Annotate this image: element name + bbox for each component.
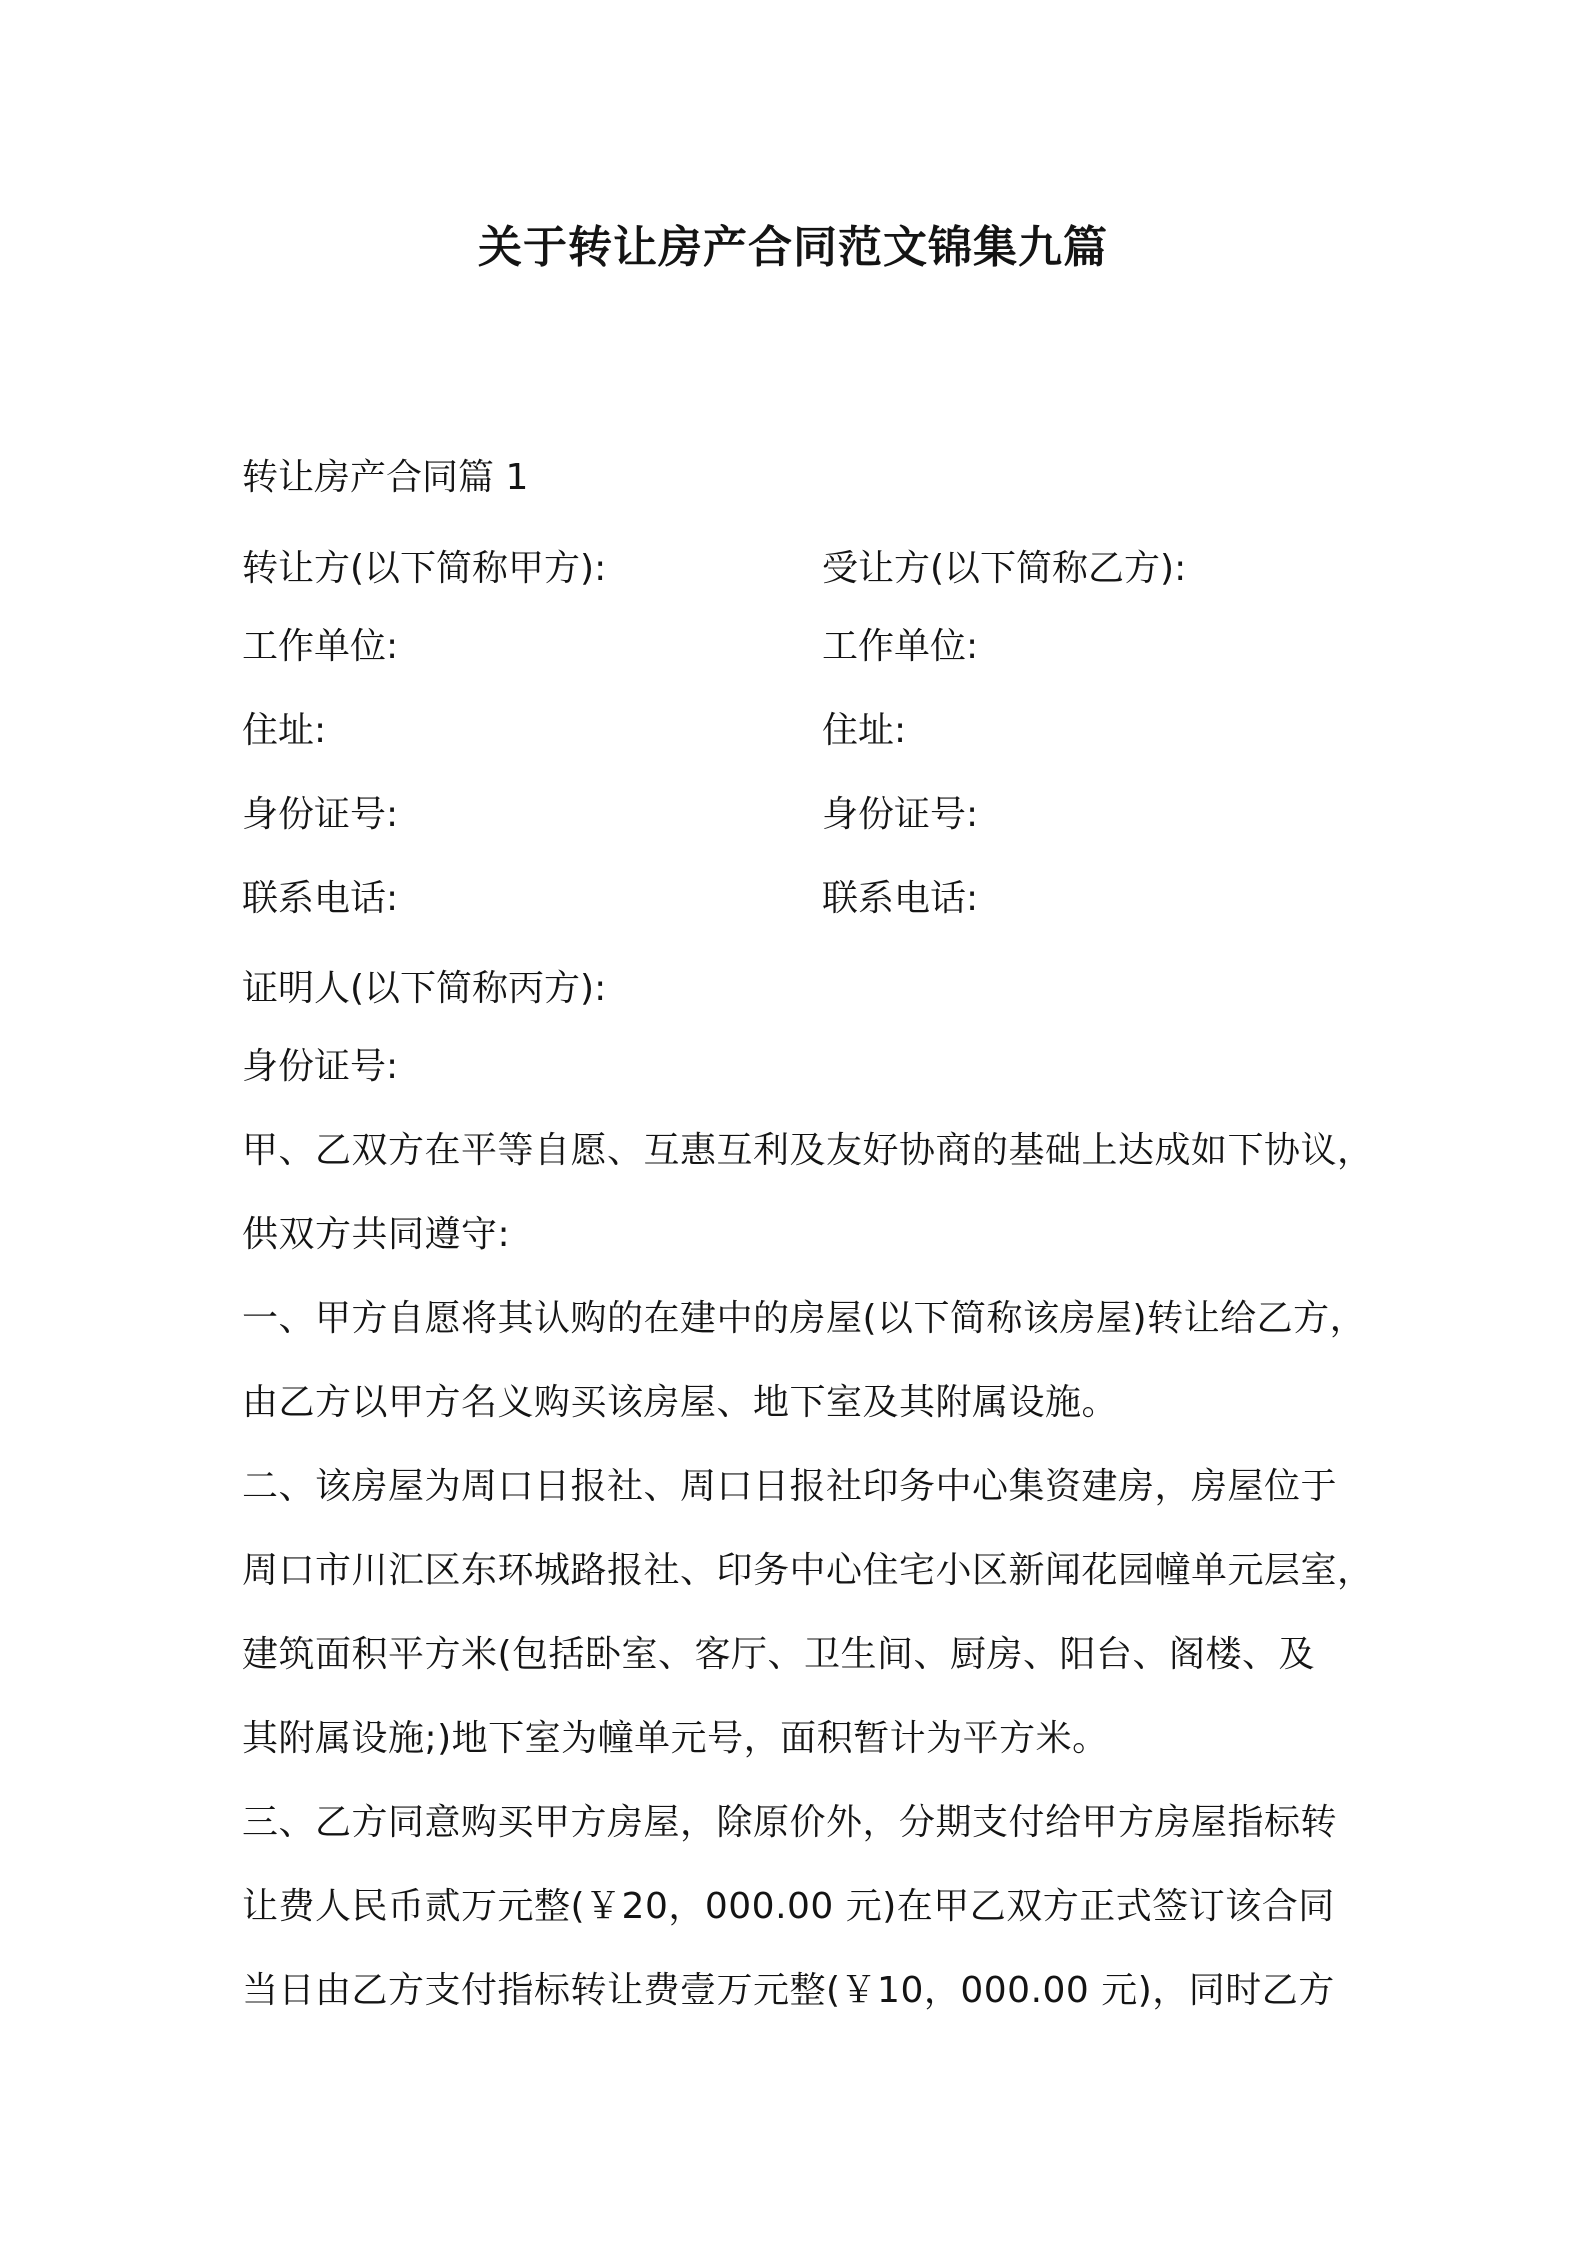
transferee-address-field: 住址: bbox=[822, 710, 907, 751]
body-line: 供双方共同遵守: bbox=[242, 1214, 511, 1255]
transferee-label: 受让方(以下简称乙方): bbox=[822, 548, 1187, 589]
witness-label: 证明人(以下简称丙方): bbox=[242, 968, 607, 1009]
witness-id-field: 身份证号: bbox=[242, 1046, 399, 1087]
transferee-id-field: 身份证号: bbox=[822, 794, 979, 835]
body-line: 其附属设施;)地下室为幢单元号，面积暂计为平方米。 bbox=[242, 1718, 1109, 1759]
section-heading: 转让房产合同篇 1 bbox=[242, 457, 529, 498]
body-line: 二、该房屋为周口日报社、周口日报社印务中心集资建房，房屋位于 bbox=[242, 1466, 1338, 1507]
transferor-phone-field: 联系电话: bbox=[242, 878, 399, 919]
transferor-id-field: 身份证号: bbox=[242, 794, 399, 835]
body-line: 让费人民币贰万元整(￥20，000.00 元)在甲乙双方正式签订该合同 bbox=[242, 1886, 1335, 1927]
transferor-address-field: 住址: bbox=[242, 710, 327, 751]
transferee-employer-field: 工作单位: bbox=[822, 626, 979, 667]
body-line: 三、乙方同意购买甲方房屋，除原价外，分期支付给甲方房屋指标转 bbox=[242, 1802, 1338, 1843]
body-line: 甲、乙双方在平等自愿、互惠互利及友好协商的基础上达成如下协议， bbox=[242, 1130, 1374, 1171]
body-line: 建筑面积平方米(包括卧室、客厅、卫生间、厨房、阳台、阁楼、及 bbox=[242, 1634, 1316, 1675]
body-line: 当日由乙方支付指标转让费壹万元整(￥10，000.00 元)，同时乙方 bbox=[242, 1970, 1335, 2011]
transferor-employer-field: 工作单位: bbox=[242, 626, 399, 667]
body-line: 周口市川汇区东环城路报社、印务中心住宅小区新闻花园幢单元层室， bbox=[242, 1550, 1374, 1591]
transferor-label: 转让方(以下简称甲方): bbox=[242, 548, 607, 589]
body-line: 一、甲方自愿将其认购的在建中的房屋(以下简称该房屋)转让给乙方， bbox=[242, 1298, 1367, 1339]
body-line: 由乙方以甲方名义购买该房屋、地下室及其附属设施。 bbox=[242, 1382, 1119, 1423]
document-title: 关于转让房产合同范文锦集九篇 bbox=[478, 222, 1108, 273]
transferee-phone-field: 联系电话: bbox=[822, 878, 979, 919]
